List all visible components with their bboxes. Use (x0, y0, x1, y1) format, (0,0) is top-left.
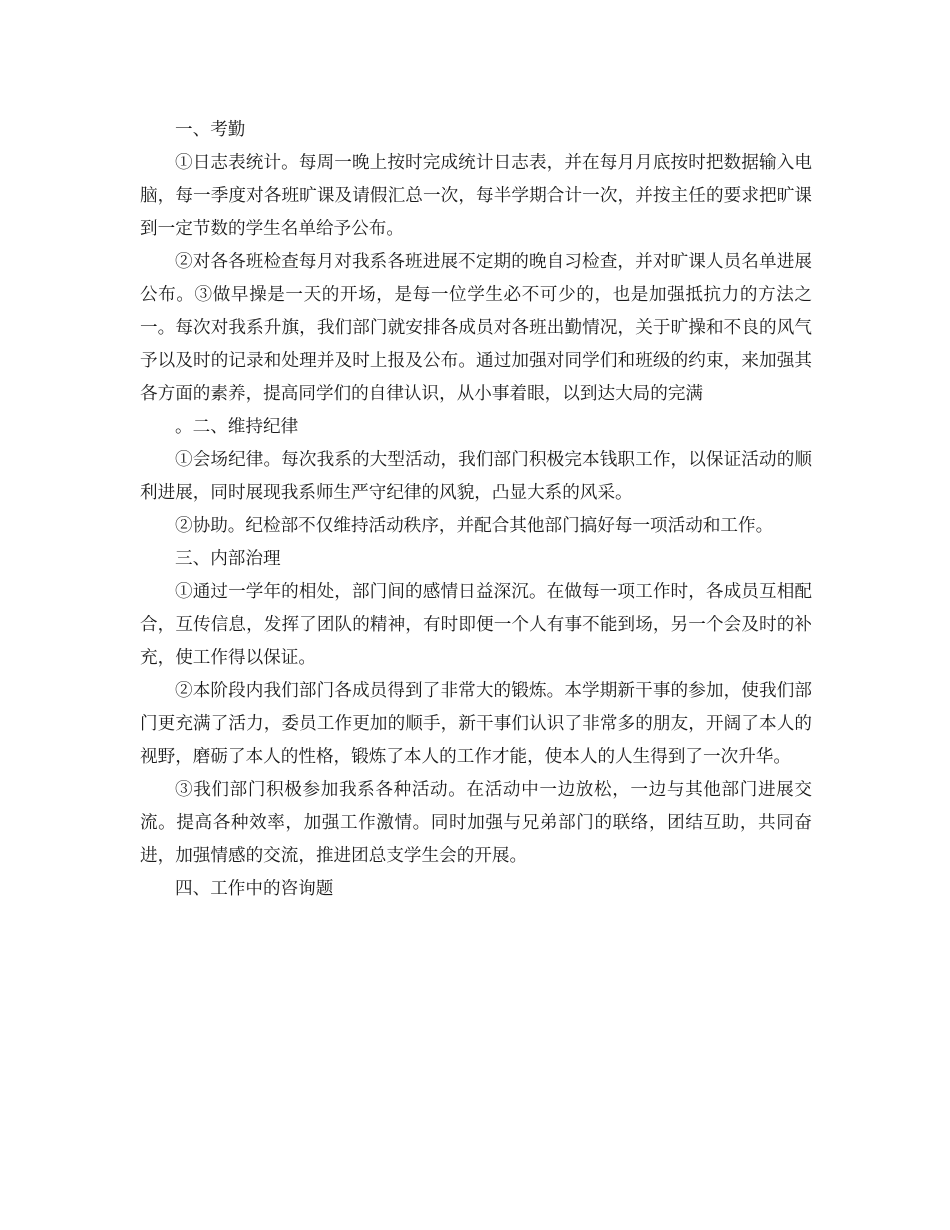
paragraph: ②对各各班检查每月对我系各班进展不定期的晚自习检查，并对旷课人员名单进展公布。③做早操是一天的开场，是每一位学生必不可少的，也是加强抵抗力的方法之一。每次对我系升旗，我们部门就安排各成员对各班出勤情况，关于旷操和不良的风气予以及时的记录和处理并及时上报及公布。通过加强对同学们和班级的约束，来加强其各方面的素养，提高同学们的自律认识，从小事着眼，以到达大局的完满 (140, 252, 812, 404)
section-heading-attendance: 一、考勤 (175, 120, 246, 140)
paragraph: ③我们部门积极参加我系各种活动。在活动中一边放松，一边与其他部门进展交流。提高各种效率，加强工作激情。同时加强与兄弟部门的联络，团结互助，共同奋进，加强情感的交流，推进团总支学生会的开展。 (140, 780, 812, 866)
section-heading-discipline: 。二、维持纪律 (175, 417, 299, 437)
document-body (140, 114, 812, 906)
section-heading-internal-management: 三、内部治理 (175, 549, 281, 569)
section-heading-work-issues: 四、工作中的咨询题 (175, 879, 334, 899)
paragraph: ①会场纪律。每次我系的大型活动，我们部门积极完本钱职工作，以保证活动的顺利进展，同时展现我系师生严守纪律的风貌，凸显大系的风采。 (140, 450, 812, 503)
paragraph: ①通过一学年的相处，部门间的感情日益深沉。在做每一项工作时，各成员互相配合，互传信息，发挥了团队的精神，有时即便一个人有事不能到场，另一个会及时的补充，使工作得以保证。 (140, 582, 812, 668)
paragraph: ②协助。纪检部不仅维持活动秩序，并配合其他部门搞好每一项活动和工作。 (175, 516, 774, 536)
paragraph: ①日志表统计。每周一晚上按时完成统计日志表，并在每月月底按时把数据输入电脑，每一季度对各班旷课及请假汇总一次，每半学期合计一次，并按主任的要求把旷课到一定节数的学生名单给予公布。 (140, 153, 812, 239)
paragraph: ②本阶段内我们部门各成员得到了非常大的锻炼。本学期新干事的参加，使我们部门更充满了活力，委员工作更加的顺手，新干事们认识了非常多的朋友，开阔了本人的视野，磨砺了本人的性格，锻炼了本人的工作才能，使本人的人生得到了一次升华。 (140, 681, 812, 767)
